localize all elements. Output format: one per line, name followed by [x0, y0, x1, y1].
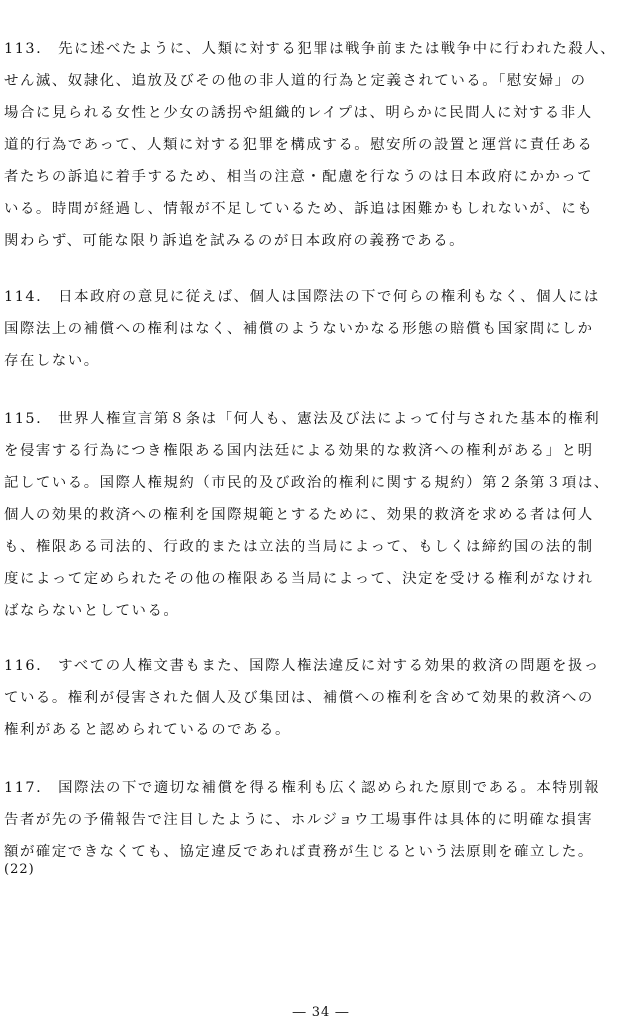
- paragraph-115: [4, 403, 638, 627]
- paragraph-line: 場合に見られる女性と少女の誘拐や組織的レイプは、明らかに民間人に対する非人: [4, 105, 593, 121]
- paragraph-114: [4, 281, 638, 377]
- paragraph-line: せん滅、奴隷化、追放及びその他の非人道的行為と定義されている。「慰安婦」の: [4, 73, 587, 89]
- page-number: ― 34 ―: [292, 1005, 350, 1020]
- paragraph-117: [4, 772, 638, 868]
- paragraph-line: 117. 国際法の下で適切な補償を得る権利も広く認められた原則である。本特別報: [4, 780, 601, 796]
- paragraph-line: 国際法上の補償への権利はなく、補償のようないかなる形態の賠償も国家間にしか: [4, 321, 594, 337]
- paragraph-line: 個人の効果的救済への権利を国際規範とするために、効果的救済を求める者は何人: [4, 507, 594, 523]
- paragraph-line: 116. すべての人権文書もまた、国際人権法違反に対する効果的救済の問題を扱っ: [4, 658, 600, 674]
- paragraph-line: いる。時間が経過し、情報が不足しているため、訴追は困難かもしれないが、にも: [4, 201, 594, 217]
- paragraph-line: も、権限ある司法的、行政的または立法的当局によって、もしくは締約国の法的制: [4, 539, 594, 555]
- paragraph-line: 114. 日本政府の意見に従えば、個人は国際法の下で何らの権利もなく、個人には: [4, 289, 600, 305]
- paragraph-line: 者たちの訴追に着手するため、相当の注意・配慮を行なうのは日本政府にかかって: [4, 169, 594, 185]
- paragraph-line: ている。権利が侵害された個人及び集団は、補償への権利を含めて効果的救済への: [4, 690, 594, 706]
- paragraph-line: 115. 世界人権宣言第８条は「何人も、憲法及び法によって付与された基本的権利: [4, 411, 601, 427]
- paragraph-116: [4, 650, 638, 746]
- footnote-marker: (22): [4, 862, 35, 877]
- paragraph-113: [4, 33, 638, 257]
- paragraph-line: 記している。国際人権規約（市民的及び政治的権利に関する規約）第２条第３項は、: [4, 475, 610, 491]
- paragraph-line: を侵害する行為につき権限ある国内法廷による効果的な救済への権利がある」と明: [4, 443, 594, 459]
- paragraph-line: 告者が先の予備報告で注目したように、ホルジョウ工場事件は具体的に明確な損害: [4, 812, 594, 828]
- paragraph-line: 113. 先に述べたように、人類に対する犯罪は戦争前または戦争中に行われた殺人、: [4, 41, 617, 57]
- paragraph-line: ばならないとしている。: [4, 603, 180, 619]
- paragraph-line: 度によって定められたその他の権限ある当局によって、決定を受ける権利がなけれ: [4, 571, 594, 587]
- paragraph-line: 額が確定できなくても、協定違反であれば責務が生じるという法原則を確立した。: [4, 844, 594, 860]
- paragraph-line: 道的行為であって、人類に対する犯罪を構成する。慰安所の設置と運営に責任ある: [4, 137, 594, 153]
- paragraph-line: 関わらず、可能な限り訴追を試みるのが日本政府の義務である。: [4, 233, 466, 249]
- paragraph-line: 権利があると認められているのである。: [4, 722, 291, 738]
- paragraph-line: 存在しない。: [4, 353, 100, 369]
